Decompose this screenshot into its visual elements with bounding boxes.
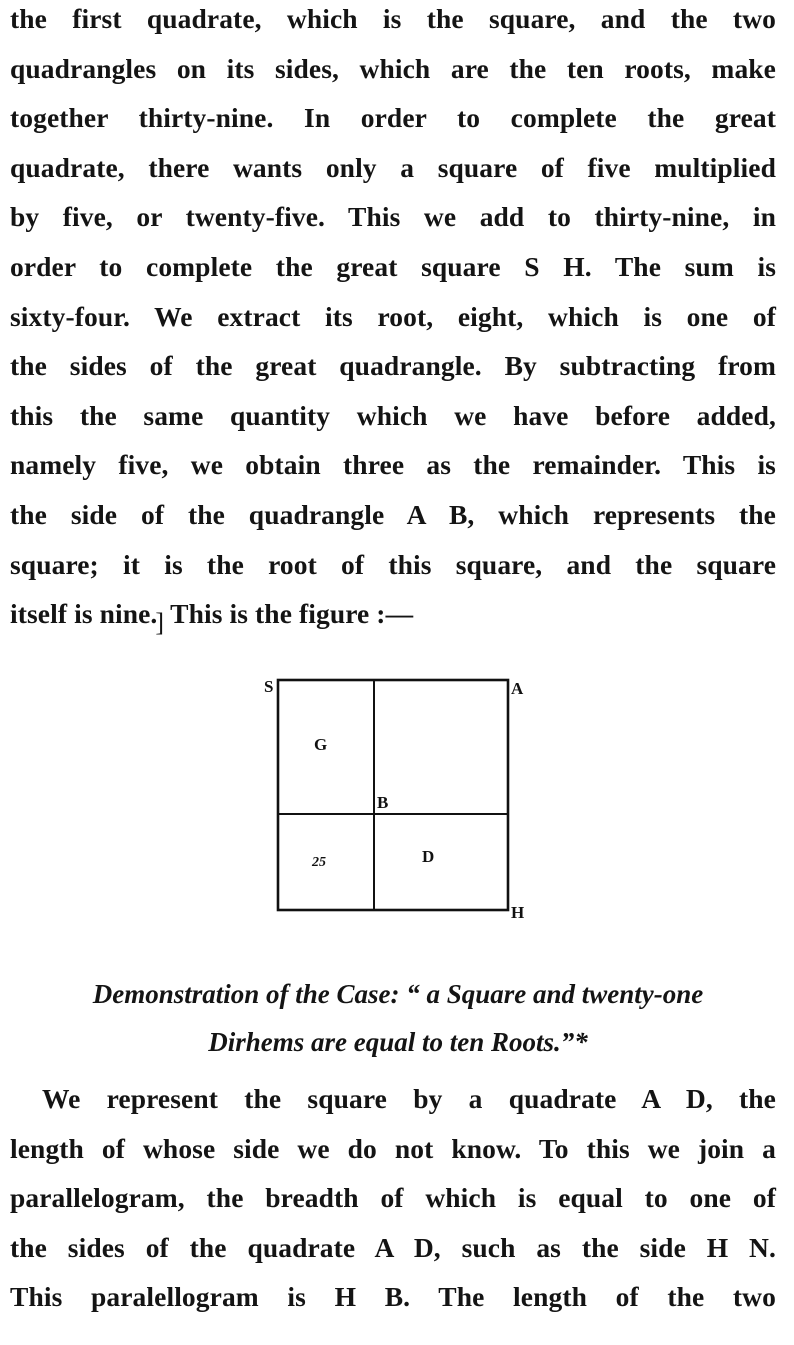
caption-line: Demonstration of the Case: “ a Square and twenty-one [92, 979, 704, 1009]
text-line: This paralellogram is H B. The length of the two [10, 1281, 776, 1313]
text-line: quadrangles on its sides, which are the ten roots, make [10, 52, 776, 84]
caption-line: Dirhems are equal to ten Roots.”* [208, 1027, 588, 1057]
text-line-last [10, 589, 776, 639]
label-d: D [422, 847, 435, 866]
section-caption [10, 970, 786, 1066]
text-line: the sides of the quadrate A D, such as the side H N. [10, 1231, 776, 1263]
paragraph-1 [10, 0, 776, 639]
text-line: the first quadrate, which is the square, and the two [10, 3, 776, 34]
text-line: length of whose side we do not know. To this we join a [10, 1132, 776, 1164]
geometric-figure [262, 672, 542, 922]
text-line: order to complete the great square S H. The sum is [10, 250, 776, 282]
label-25: 25 [312, 855, 326, 870]
text-line: parallelogram, the breadth of which is equal to one of [10, 1182, 776, 1214]
bracket-mark: ] [155, 608, 165, 638]
label-s: S [264, 677, 274, 696]
text-segment: itself is nine. [10, 598, 158, 630]
text-line: together thirty-nine. In order to complete the great [10, 102, 776, 134]
text-line: the side of the quadrangle A B, which represents the [10, 498, 776, 530]
outer-square [278, 680, 508, 910]
text-line: namely five, we obtain three as the remainder. This is [10, 449, 776, 481]
text-line: by five, or twenty-five. This we add to thirty-nine, in [10, 201, 776, 233]
label-a: A [511, 679, 524, 698]
text-line: sixty-four. We extract its root, eight, which is one of [10, 300, 776, 332]
paragraph-2 [10, 1074, 776, 1322]
text-line: square; it is the root of this square, and the square [10, 548, 776, 580]
text-line: quadrate, there wants only a square of five multiplied [10, 151, 776, 183]
text-line: We represent the square by a quadrate A D, the [42, 1083, 776, 1114]
label-h: H [511, 903, 525, 922]
label-b: B [377, 793, 389, 812]
label-g: G [314, 735, 328, 754]
text-line: the sides of the great quadrangle. By subtracting from [10, 350, 776, 382]
text-line: this the same quantity which we have before added, [10, 399, 776, 431]
text-segment: This is the figure :— [170, 598, 414, 630]
